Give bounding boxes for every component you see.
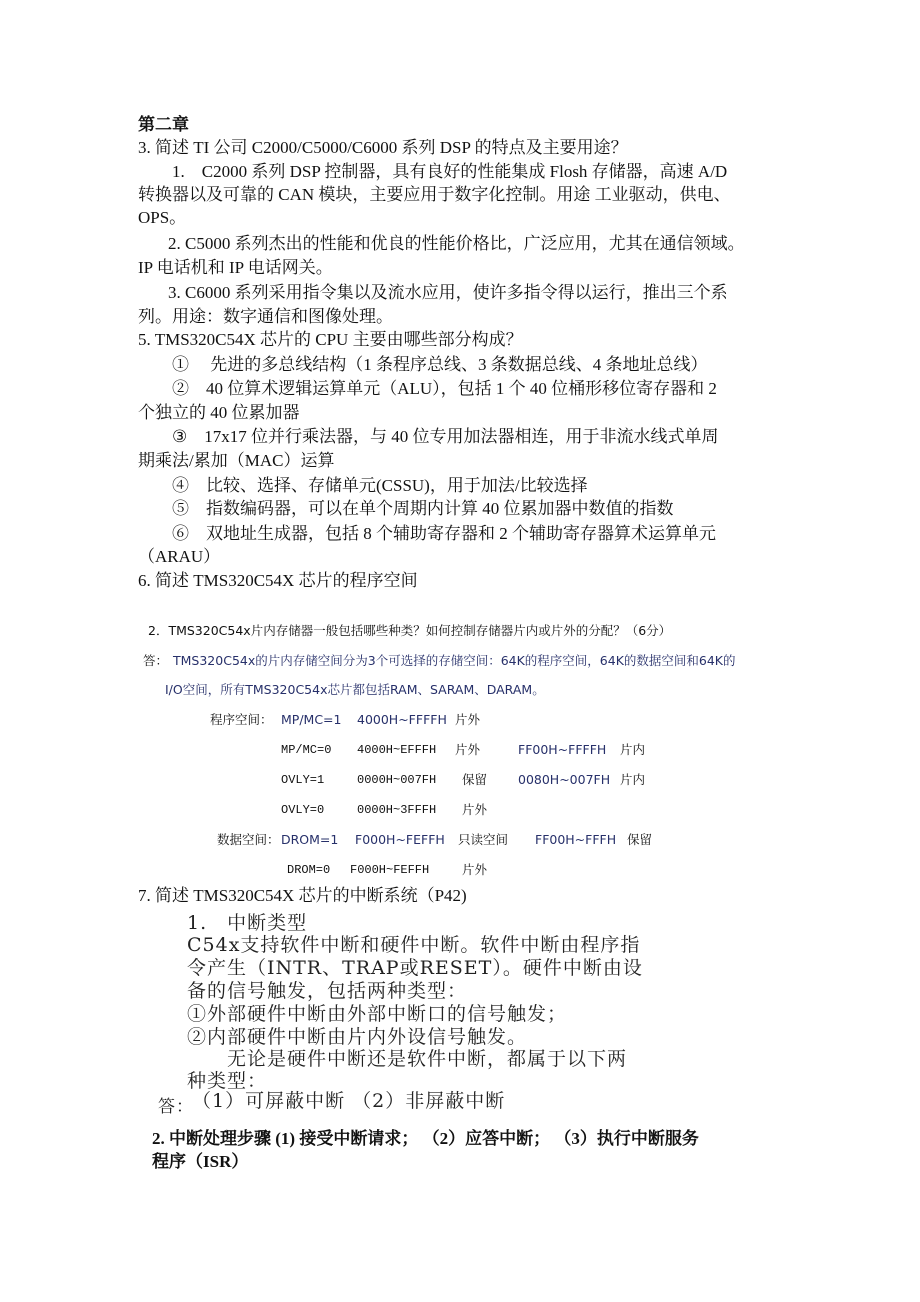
excerpt-question: 2．TMS320C54x片内存储器一般包括哪些种类？如何控制存储器片内或片外的分配？（6分） bbox=[148, 623, 672, 638]
slide-line: 1. 中断类型 bbox=[187, 912, 308, 934]
q5-line: ④ 比较、选择、存储单元(CSSU)，用于加法/比较选择 bbox=[172, 476, 588, 495]
q3-line: 2. C5000 系列杰出的性能和优良的性能价格比，广泛应用，尤其在通信领域。 bbox=[168, 234, 745, 253]
slide-line: C54x支持软件中断和硬件中断。软件中断由程序指 bbox=[187, 934, 641, 956]
answer-label: 答： bbox=[158, 1097, 194, 1117]
mode-cell: DROM=0 bbox=[287, 863, 331, 877]
question-7-title: 7. 简述 TMS320C54X 芯片的中断系统（P42) bbox=[138, 886, 467, 905]
data-space-label: 数据空间： bbox=[217, 832, 280, 847]
range-cell: FF00H~FFFFH bbox=[518, 742, 607, 757]
interrupt-steps: 程序（ISR） bbox=[152, 1152, 249, 1171]
interrupt-types-answer: （1）可屏蔽中断 （2）非屏蔽中断 bbox=[192, 1090, 506, 1112]
location-cell: 片外 bbox=[455, 742, 481, 757]
location-cell: 片外 bbox=[455, 712, 481, 727]
range-cell: 0080H~007FH bbox=[518, 772, 611, 787]
q3-line: IP 电话机和 IP 电话网关。 bbox=[138, 258, 333, 277]
range-cell: 4000H~FFFFH bbox=[357, 712, 447, 727]
excerpt-answer: TMS320C54x的片内存储空间分为3个可选择的存储空间：64K的程序空间，64K的数据空间和64K的 bbox=[173, 653, 736, 668]
mode-cell: OVLY=1 bbox=[281, 773, 325, 787]
slide-line: 无论是硬件中断还是软件中断，都属于以下两 bbox=[187, 1048, 628, 1070]
range-cell: 4000H~EFFFH bbox=[357, 743, 437, 757]
mode-cell: DROM=1 bbox=[281, 832, 339, 847]
chapter-heading: 第二章 bbox=[138, 115, 189, 134]
mode-cell: MP/MC=1 bbox=[281, 712, 342, 727]
q3-line: 3. C6000 系列采用指令集以及流水应用，使许多指令得以运行，推出三个系 bbox=[168, 283, 728, 302]
range-cell: 0000H~3FFFH bbox=[357, 803, 437, 817]
range-cell: FF00H~FFFH bbox=[535, 832, 617, 847]
location-cell: 只读空间 bbox=[458, 832, 509, 847]
location-cell: 片外 bbox=[462, 802, 488, 817]
question-5-title: 5. TMS320C54X 芯片的 CPU 主要由哪些部分构成？ bbox=[138, 330, 523, 349]
range-cell: 0000H~007FH bbox=[357, 773, 437, 787]
mode-cell: MP/MC=0 bbox=[281, 743, 332, 757]
q5-line: ③ 17x17 位并行乘法器，与 40 位专用加法器相连，用于非流水线式单周 bbox=[172, 427, 719, 446]
answer-label: 答： bbox=[143, 653, 169, 668]
q5-line: ⑤ 指数编码器，可以在单个周期内计算 40 位累加器中数值的指数 bbox=[172, 499, 674, 518]
excerpt-answer: I/O空间，所有TMS320C54x芯片都包括RAM、SARAM、DARAM。 bbox=[165, 682, 545, 697]
slide-line: ①外部硬件中断由外部中断口的信号触发； bbox=[187, 1003, 568, 1025]
slide-line: 令产生（INTR、TRAP或RESET）。硬件中断由设 bbox=[187, 957, 643, 979]
interrupt-steps: 2. 中断处理步骤 (1) 接受中断请求； （2）应答中断； （3）执行中断服务 bbox=[152, 1129, 699, 1148]
q5-line: 期乘法/累加（MAC）运算 bbox=[138, 451, 335, 470]
q5-line: 个独立的 40 位累加器 bbox=[138, 403, 300, 422]
location-cell: 保留 bbox=[627, 832, 653, 847]
q5-line: ⑥ 双地址生成器，包括 8 个辅助寄存器和 2 个辅助寄存器算术运算单元 bbox=[172, 524, 716, 543]
question-3-title: 3. 简述 TI 公司 C2000/C5000/C6000 系列 DSP 的特点及主要用途？ bbox=[138, 138, 628, 157]
q3-line: OPS。 bbox=[138, 208, 187, 227]
q3-line: 1. C2000 系列 DSP 控制器，具有良好的性能集成 Flosh 存储器，高速 A/D bbox=[172, 162, 728, 181]
location-cell: 片外 bbox=[462, 862, 488, 877]
location-cell: 保留 bbox=[462, 772, 488, 787]
slide-line: ②内部硬件中断由片内外设信号触发。 bbox=[187, 1026, 528, 1048]
slide-line: 种类型： bbox=[187, 1070, 268, 1092]
q3-line: 列。用途：数字通信和图像处理。 bbox=[138, 307, 393, 326]
q5-line: ② 40 位算术逻辑运算单元（ALU），包括 1 个 40 位桶形移位寄存器和 2 bbox=[172, 379, 717, 398]
program-space-label: 程序空间： bbox=[210, 712, 273, 727]
slide-line: 备的信号触发，包括两种类型： bbox=[187, 980, 468, 1002]
q3-line: 转换器以及可靠的 CAN 模块，主要应用于数字化控制。用途 工业驱动，供电、 bbox=[138, 185, 731, 204]
range-cell: F000H~FEFFH bbox=[350, 863, 430, 877]
q5-line: ① 先进的多总线结构（1 条程序总线、3 条数据总线、4 条地址总线） bbox=[172, 355, 708, 374]
question-6-title: 6. 简述 TMS320C54X 芯片的程序空间 bbox=[138, 571, 418, 590]
location-cell: 片内 bbox=[620, 742, 646, 757]
q5-line: （ARAU） bbox=[138, 547, 221, 566]
range-cell: F000H~FEFFH bbox=[355, 832, 445, 847]
mode-cell: OVLY=0 bbox=[281, 803, 325, 817]
location-cell: 片内 bbox=[620, 772, 646, 787]
